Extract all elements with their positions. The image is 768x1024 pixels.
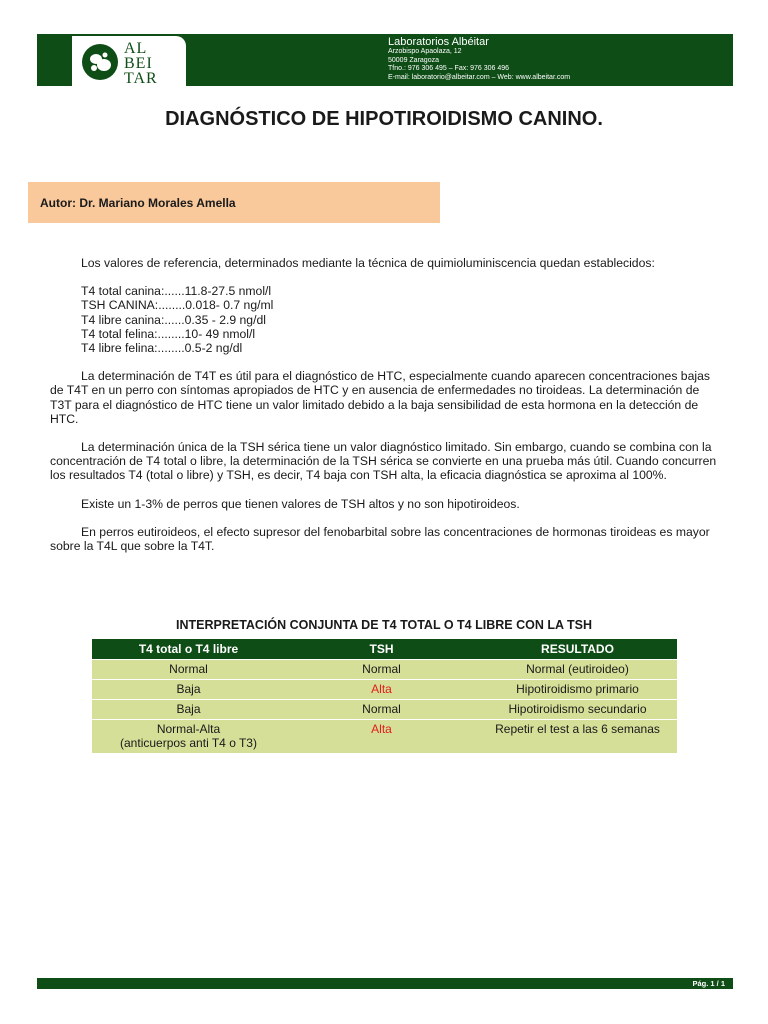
table-header-row <box>92 639 677 660</box>
table-row <box>92 660 677 680</box>
t4-cell-note: (anticuerpos anti T4 o T3) <box>120 736 257 750</box>
table-row <box>92 680 677 700</box>
column-header: TSH <box>285 639 478 660</box>
reference-value: TSH CANINA:........0.018- 0.7 ng/ml <box>81 298 274 313</box>
lab-phone: Tfno.: 976 306 495 – Fax: 976 306 496 <box>388 65 510 72</box>
lab-email-web: E-mail: laboratorio@albeitar.com – Web: www.albeitar.com <box>388 73 571 81</box>
page-footer <box>37 978 733 989</box>
page-number: Pág. 1 / 1 <box>692 979 725 988</box>
table-row <box>92 720 677 754</box>
author-band <box>28 182 440 223</box>
interpretation-table <box>92 639 677 753</box>
body-paragraph: Existe un 1-3% de perros que tienen valores de TSH altos y no son hipotiroideos. <box>81 496 520 511</box>
albeitar-logo <box>72 36 186 86</box>
logo-emblem-icon <box>82 44 118 80</box>
tsh-cell: Normal <box>285 660 478 680</box>
column-header: RESULTADO <box>478 639 677 660</box>
lab-address: Arzobispo Apaolaza, 12 <box>388 48 462 55</box>
page-header <box>37 34 733 86</box>
body-paragraph: En perros eutiroideos, el efecto supresor del fenobarbital sobre las concentraciones de hormonas tiroideas es mayor sobre la T4L que sobre la T4T. <box>50 524 710 554</box>
lab-name: Laboratorios Albéitar <box>388 36 489 48</box>
result-cell: Hipotiroidismo primario <box>478 680 677 700</box>
result-cell: Normal (eutiroideo) <box>478 660 677 680</box>
tsh-cell: Alta <box>285 720 478 754</box>
t4-cell: Baja <box>92 700 285 720</box>
reference-values-list <box>81 284 720 355</box>
tsh-cell: Alta <box>285 680 478 700</box>
table-row <box>92 700 677 720</box>
logo-wordmark: AL BEI TAR <box>124 40 158 87</box>
result-cell: Repetir el test a las 6 semanas <box>478 720 677 754</box>
column-header: T4 total o T4 libre <box>92 639 285 660</box>
body-paragraph: La determinación de T4T es útil para el diagnóstico de HTC, especialmente cuando aparecen concentraciones bajas de T4T en un perro con síntomas apropiados de HTC y en ausencia de enfermedades no tiroideas. La determinación de T3T para el diagnóstico de HTC tiene un valor limitado debido a la baja sensibilidad de esta hormona en la detección de HTC. <box>50 369 710 426</box>
reference-value: T4 libre felina:........0.5-2 ng/dl <box>81 341 243 356</box>
document-title: DIAGNÓSTICO DE HIPOTIROIDISMO CANINO. <box>165 108 603 130</box>
intro-paragraph: Los valores de referencia, determinados mediante la técnica de quimioluminiscencia quedan establecidos: <box>81 256 655 270</box>
reference-value: T4 libre canina:......0.35 - 2.9 ng/dl <box>81 312 266 327</box>
document-body <box>50 256 720 567</box>
body-paragraph: La determinación única de la TSH sérica tiene un valor diagnóstico limitado. Sin embargo, cuando se combina con la concentración de T4 total o libre, la determinación de la TSH sérica se convierte en una prueba más útil. Cuando concurren los resultados T4 (total o libre) y TSH, es decir, T4 baja con TSH alta, la eficacia diagnóstica se aproxima al 100%. <box>50 440 717 483</box>
t4-cell: Baja <box>92 680 285 700</box>
reference-value: T4 total canina:......11.8-27.5 nmol/l <box>81 284 272 299</box>
t4-cell: Normal <box>92 660 285 680</box>
result-cell: Hipotiroidismo secundario <box>478 700 677 720</box>
lab-city: 50009 Zaragoza <box>388 56 439 64</box>
reference-value: T4 total felina:........10- 49 nmol/l <box>81 326 256 341</box>
t4-cell: Normal-Alta (anticuerpos anti T4 o T3) <box>92 720 285 754</box>
author-name: Autor: Dr. Mariano Morales Amella <box>40 196 236 210</box>
lab-contact-block <box>388 36 570 82</box>
table-title: INTERPRETACIÓN CONJUNTA DE T4 TOTAL O T4 LIBRE CON LA TSH <box>176 618 592 632</box>
tsh-cell: Normal <box>285 700 478 720</box>
